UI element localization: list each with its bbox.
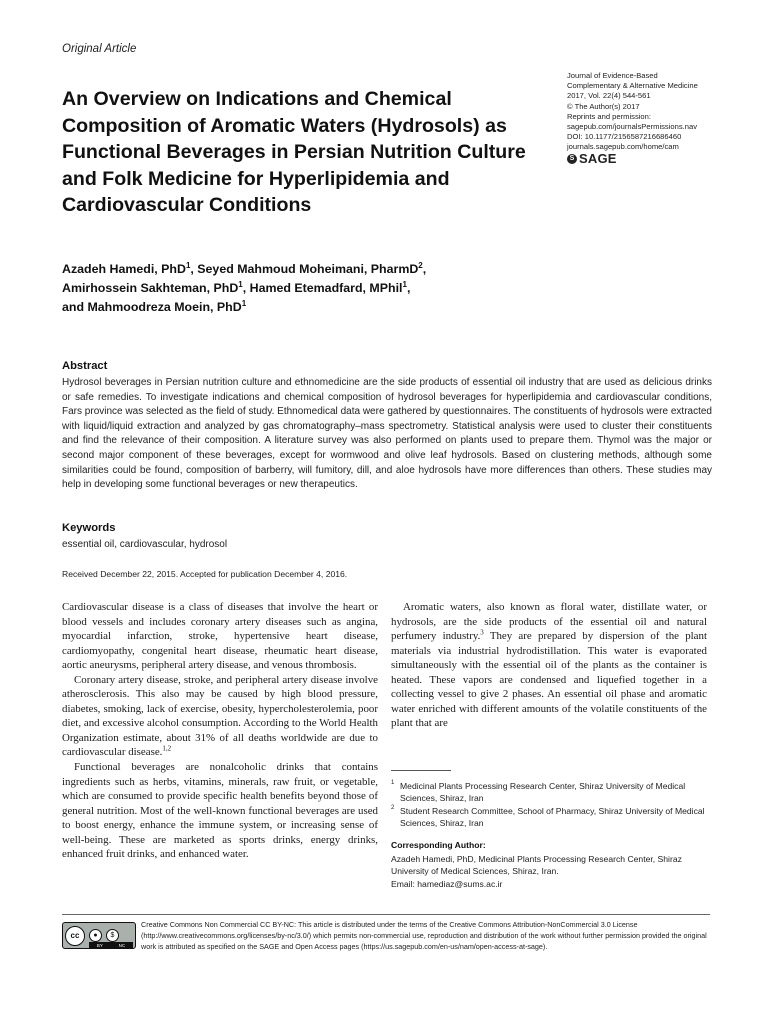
received-dates: Received December 22, 2015. Accepted for publication December 4, 2016. xyxy=(62,569,348,579)
license-statement: Creative Commons Non Commercial CC BY-NC: This article is distributed under the terms of the Creative Commons Attribution-NonCommercial 3.0 License (http://www.creativecommons.org/licenses/by-nc/3.0/) which permits non-commercial use, reproduction and distribution of the work without further permission provided the original work is attributed as specified on the SAGE and Open Access pages (https://us.sagepub.com/en-us/nam/open-access-at-sage). xyxy=(141,920,707,951)
author-name: Amirhossein Sakhteman, PhD xyxy=(62,281,239,295)
publisher-logo xyxy=(567,150,747,166)
creative-commons-icon: cc xyxy=(65,926,85,946)
affiliation-text: Medicinal Plants Processing Research Center, Shiraz University of Medical Sciences, Shiraz, Iran xyxy=(400,781,686,804)
body-paragraph: Aromatic waters, also known as floral water, distillate water, or hydrosols, are the side products of the essential oil and natural perfumery industry.$^3$ They are prepared by dispersion of the plant materials via industrial hydrodistillation. This water is evaporated simultaneously with the essential oil of the plants as the container is heated. These vapors are condensed and liquefied together in a collecting vessel to give 2 phases. An essential oil phase and aromatic water enriched with different amounts of the volatile constituents of the plant that are xyxy=(391,601,707,730)
corresponding-author-address: Azadeh Hamedi, PhD, Medicinal Plants Processing Research Center, Shiraz University of Medical Sciences, Shiraz, Iran. xyxy=(391,854,682,877)
doi[interactable]: DOI: 10.1177/2156587216686460 xyxy=(567,132,682,142)
affiliation-number: 1 xyxy=(391,780,395,786)
footnote-divider xyxy=(391,770,451,771)
affiliation-2 xyxy=(391,805,709,830)
author-affiliation-mark: 1 xyxy=(402,279,407,289)
author-affiliation-mark: 1 xyxy=(238,279,243,289)
author-name: , Seyed Mahmoud Moheimani, PharmD xyxy=(190,262,419,276)
body-paragraph: Cardiovascular disease is a class of diseases that involve the heart or blood vessels and includes coronary artery diseases such as angina, myocardial infarction, stroke, hypertensive heart disease, cardiomyopathy, congenital heart disease, rheumatic heart disease, aortic aneurysms, peripheral artery disease, and venous thrombosis. xyxy=(62,601,378,672)
author-line-2: Amirhossein Sakhteman, PhD$^1$, Hamed Etemadfard, MPhil$^1$, xyxy=(62,279,411,295)
copyright-line: © The Author(s) 2017 xyxy=(567,101,640,111)
journal-volume: 2017, Vol. 22(4) 544-561 xyxy=(567,91,651,101)
citation-ref[interactable]: 1,2 xyxy=(162,744,172,753)
journal-homepage-link[interactable]: journals.sagepub.com/home/cam xyxy=(567,142,679,152)
attribution-icon: ● xyxy=(89,929,102,942)
cc-license-badge[interactable] xyxy=(62,922,136,949)
author-line-3 xyxy=(62,298,582,317)
author-affiliation-mark: 2 xyxy=(418,260,423,270)
cc-badge-labels xyxy=(89,942,133,948)
affiliation-number: 2 xyxy=(391,805,395,811)
publisher-name: SAGE xyxy=(579,150,617,166)
non-commercial-icon: $ xyxy=(106,929,119,942)
journal-name-line-2: Complementary & Alternative Medicine xyxy=(567,81,698,91)
abstract-heading: Abstract xyxy=(62,360,108,372)
keywords-text: essential oil, cardiovascular, hydrosol xyxy=(62,539,228,550)
corresponding-author-details xyxy=(391,853,711,890)
abstract-text: Hydrosol beverages in Persian nutrition culture and ethnomedicine are the side products of essential oil industry that are used as delicious drinks or safe remedies. To investigate indications and chemical composition of hydrosol beverages for hyperlipidemia and cardiovascular conditions, Fars province was selected as the field of study. Ethnomedical data were gathered by questionnaires. The constituents of hydrosols were extracted with liquid/liquid extraction and analyzed by gas chromatography–mass spectrometry. Statistical analysis were used to cluster their constituents and find the relevance of their composition. A literature survey was also performed on plants used to prepare them. Thymol was the major or second major component of these beverages, except for wormwood and olive leaf hydrosols. Based on clustering methods, although some similarities could be found, composition of barberry, will fumitory, dill, and aloe hydrosols have more differences than others. These studies may help in developing some functional beverages or new therapeutics. xyxy=(62,377,712,491)
license-divider xyxy=(62,914,710,915)
nc-label: NC xyxy=(118,942,126,948)
by-label: BY xyxy=(96,942,103,948)
permissions-link[interactable]: sagepub.com/journalsPermissions.nav xyxy=(567,122,698,132)
body-paragraph: Functional beverages are nonalcoholic drinks that contains ingredients such as herbs, vitamins, minerals, raw fruit, or vegetable, which are consumed to provide specific health benefits beyond those of general nutrition. Most of the well-known functional beverages are used to boost energy, enhance the immune system, or increasing sense of well-being. These are marketed as sports drinks, energy drinks, enhanced fruit drinks, and enhanced water. xyxy=(62,761,378,861)
journal-name-line-1: Journal of Evidence-Based xyxy=(567,71,658,80)
author-list xyxy=(62,260,582,317)
author-name: and Mahmoodreza Moein, PhD xyxy=(62,300,242,314)
author-name: Azadeh Hamedi, PhD xyxy=(62,262,186,276)
body-column-left xyxy=(62,600,378,862)
keywords-heading: Keywords xyxy=(62,522,116,534)
journal-info xyxy=(567,71,747,164)
citation-ref[interactable]: 3 xyxy=(480,628,484,637)
article-title: An Overview on Indications and Chemical Composition of Aromatic Waters (Hydrosols) as Functional Beverages in Persian Nutrition Culture and Folk Medicine for Hyperlipidemia and Cardiovascular Conditions xyxy=(62,88,526,216)
sage-logo-icon: S xyxy=(567,154,577,164)
corresponding-author-heading: Corresponding Author: xyxy=(391,840,486,850)
corresponding-author-email[interactable]: Email: hamediaz@sums.ac.ir xyxy=(391,878,503,889)
affiliation-1 xyxy=(391,780,709,805)
body-column-right xyxy=(391,600,707,731)
body-paragraph: Coronary artery disease, stroke, and peripheral artery disease involve atherosclerosis. This also may be caused by high blood pressure, diabetes, smoking, lack of exercise, obesity, hypercholesterolemia, poor diet, and excessive alcohol consumption. According to the World Health Organization estimate, about 31% of all deaths worldwide are due to cardiovascular disease.$^{1,2}$ xyxy=(62,673,378,759)
reprints-label: Reprints and permission: xyxy=(567,111,651,121)
author-affiliation-mark: 1 xyxy=(241,298,247,308)
affiliation-text: Student Research Committee, School of Pharmacy, Shiraz University of Medical Sciences, Shiraz, Iran xyxy=(400,806,705,829)
article-type-label: Original Article xyxy=(62,43,137,55)
author-affiliation-mark: 1 xyxy=(185,260,191,270)
author-name: , Hamed Etemadfard, MPhil xyxy=(242,281,403,295)
author-line-1: Azadeh Hamedi, PhD$^1$, Seyed Mahmoud Moheimani, PharmD$^2$, xyxy=(62,260,427,276)
